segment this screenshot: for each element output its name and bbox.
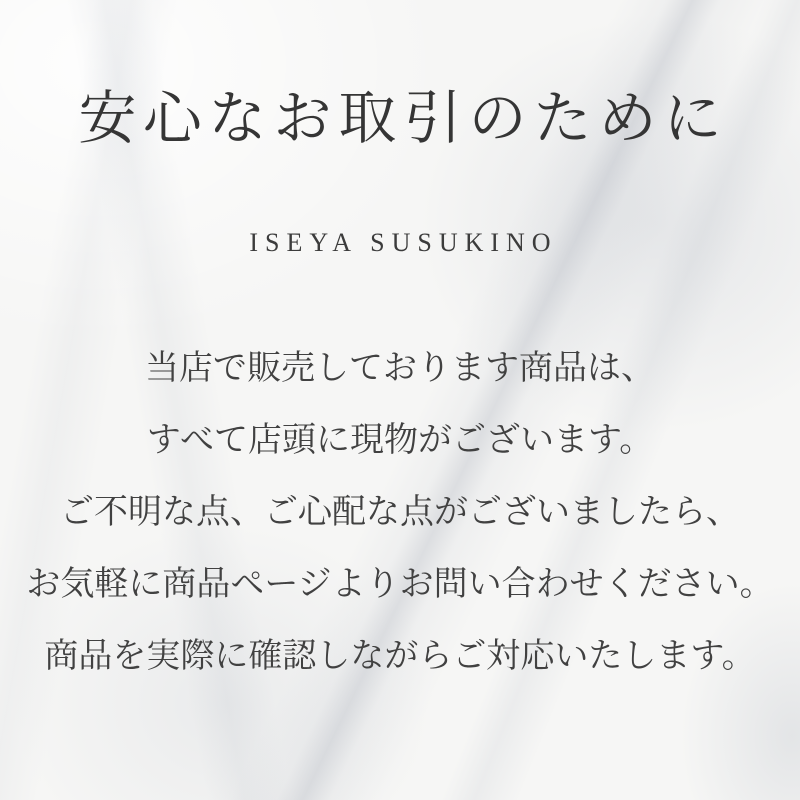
page-title: 安心なお取引のために bbox=[78, 86, 729, 151]
notice-line: 商品を実際に確認しながらご対応いたします。 bbox=[44, 636, 756, 676]
notice-line: お気軽に商品ページよりお問い合わせください。 bbox=[26, 564, 774, 604]
brand-name: ISEYA SUSUKINO bbox=[249, 228, 558, 257]
notice-line: ご不明な点、ご心配な点がございましたら、 bbox=[60, 492, 740, 532]
notice-line: 当店で販売しております商品は、 bbox=[145, 348, 655, 388]
notice-line: すべて店頭に現物がございます。 bbox=[146, 420, 654, 460]
notice-text-block bbox=[0, 332, 800, 692]
